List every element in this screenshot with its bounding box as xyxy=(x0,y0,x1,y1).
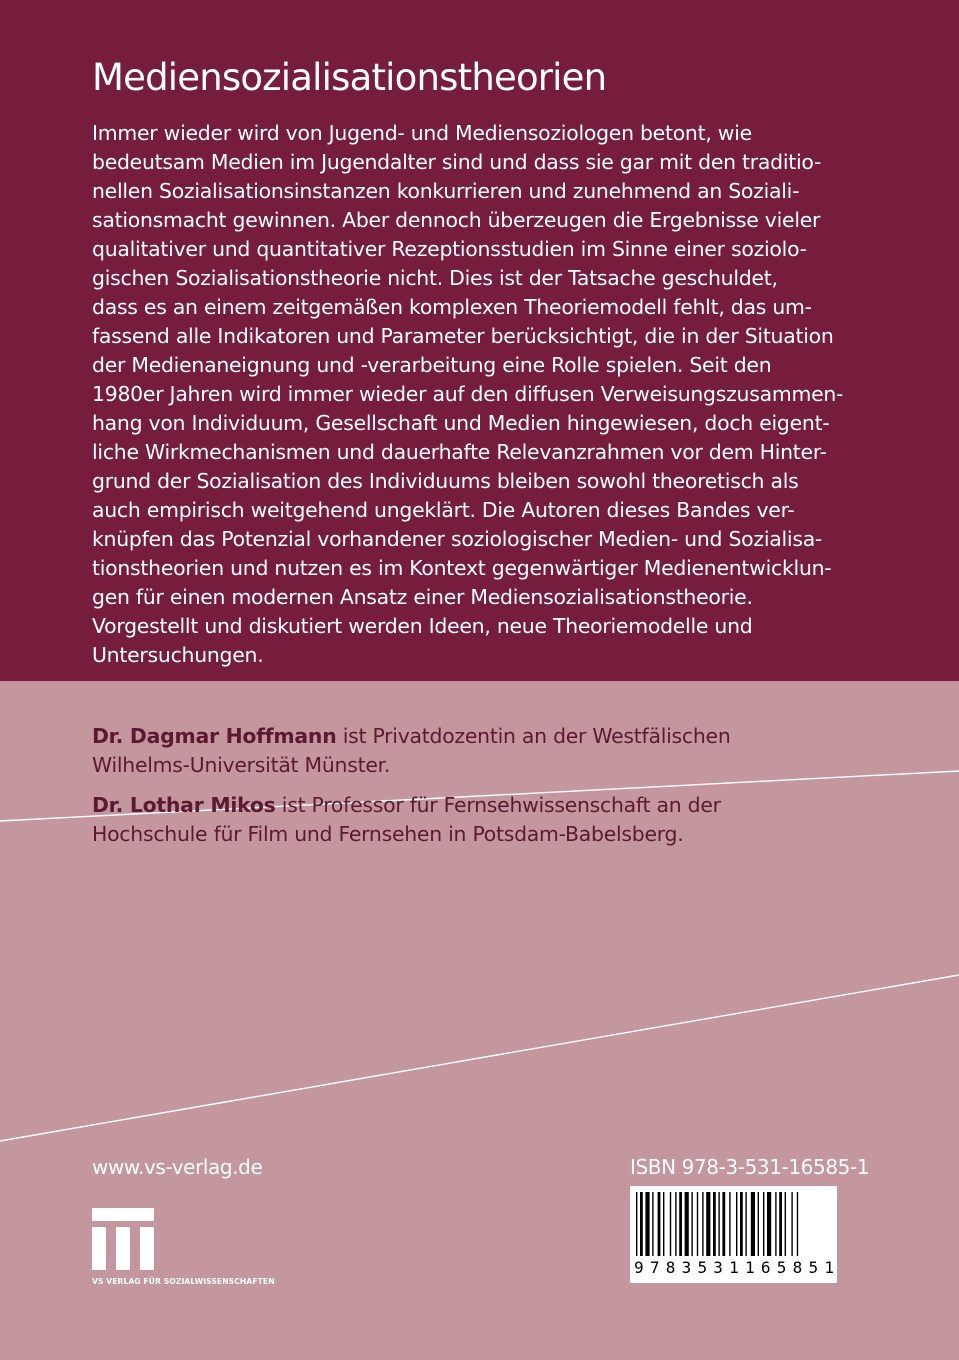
blurb-text xyxy=(92,119,922,670)
barcode-bar xyxy=(697,1192,698,1256)
publisher-logo-text: VS VERLAG FÜR SOZIALWISSENSCHAFTEN xyxy=(92,1277,275,1286)
barcode-bar xyxy=(718,1192,719,1256)
barcode-bar xyxy=(685,1192,689,1256)
blurb-line: Immer wieder wird von Jugend- und Mediensoziologen betont, wie xyxy=(92,121,752,145)
blurb-line: Vorgestellt und diskutiert werden Ideen, neue Theoriemodelle und xyxy=(92,614,753,638)
barcode-digit: 9 xyxy=(634,1258,644,1277)
isbn-barcode xyxy=(630,1186,837,1283)
barcode-bar xyxy=(663,1192,664,1256)
barcode-digit: 5 xyxy=(808,1258,819,1277)
blurb-line: der Medienaneignung und -verarbeitung eine Rolle spielen. Seit den xyxy=(92,353,772,377)
author-name: Dr. Lothar Mikos xyxy=(92,793,276,817)
barcode-digit: 6 xyxy=(760,1258,771,1277)
barcode-bar xyxy=(702,1192,703,1256)
barcode-bar xyxy=(775,1192,776,1256)
barcode-bar xyxy=(729,1192,730,1256)
barcode-digit: 3 xyxy=(713,1258,723,1277)
vs-verlag-logo-icon xyxy=(92,1208,154,1270)
barcode-bar xyxy=(636,1192,637,1256)
author-bio-mikos xyxy=(92,791,852,849)
barcode-bar xyxy=(645,1192,649,1256)
barcode-bar xyxy=(751,1192,755,1256)
blurb-line: qualitativer und quantitativer Rezeptionsstudien im Sinne einer soziolo- xyxy=(92,237,807,261)
blurb-line: gischen Sozialisationstheorie nicht. Dies ist der Tatsache geschuldet, xyxy=(92,266,778,290)
barcode-digit: 3 xyxy=(681,1258,692,1277)
barcode-bar xyxy=(706,1192,710,1256)
decorative-line xyxy=(0,975,959,1141)
barcode-bar xyxy=(658,1192,661,1256)
barcode-bars xyxy=(630,1186,837,1256)
barcode-bar xyxy=(670,1192,671,1256)
barcode-digit: 1 xyxy=(729,1258,739,1277)
barcode-bar xyxy=(675,1192,676,1256)
author-role: ist Privatdozentin an der Westfälischen xyxy=(336,724,731,748)
barcode-digit: 5 xyxy=(776,1258,787,1277)
blurb-line: nellen Sozialisationsinstanzen konkurrieren und zunehmend an Soziali- xyxy=(92,179,800,203)
barcode-bar xyxy=(745,1192,746,1256)
author-bio-line xyxy=(92,722,852,751)
barcode-bar xyxy=(736,1192,737,1256)
blurb-line: gen für einen modernen Ansatz einer Mediensozialisationstheorie. xyxy=(92,585,753,609)
author-bio-hoffmann xyxy=(92,722,852,780)
blurb-line: 1980er Jahren wird immer wieder auf den diffusen Verweisungszusammen- xyxy=(92,382,844,406)
blurb-line: sationsmacht gewinnen. Aber dennoch überzeugen die Ergebnisse vieler xyxy=(92,208,821,232)
barcode-digit: 8 xyxy=(792,1258,803,1277)
author-bio-line xyxy=(92,791,852,820)
barcode-bar xyxy=(797,1192,798,1256)
barcode-bar xyxy=(652,1192,653,1256)
barcode-bar xyxy=(740,1192,743,1256)
blurb-line: hang von Individuum, Gesellschaft und Medien hingewiesen, doch eigent- xyxy=(92,411,830,435)
blurb-line: fassend alle Indikatoren und Parameter berücksichtigt, die in der Situation xyxy=(92,324,834,348)
barcode-bar xyxy=(791,1192,792,1256)
barcode-digit: 8 xyxy=(665,1258,676,1277)
author-name: Dr. Dagmar Hoffmann xyxy=(92,724,337,748)
barcode-bar xyxy=(758,1192,759,1256)
barcode-bar xyxy=(679,1192,682,1256)
barcode-bar xyxy=(763,1192,764,1256)
author-affiliation: Wilhelms-Universität Münster. xyxy=(92,753,391,777)
barcode-digit: 1 xyxy=(745,1258,755,1277)
barcode-bar xyxy=(779,1192,782,1256)
blurb-line: bedeutsam Medien im Jugendalter sind und dass sie gar mit den traditio- xyxy=(92,150,822,174)
blurb-line: dass es an einem zeitgemäßen komplexen Theoriemodell fehlt, das um- xyxy=(92,295,812,319)
barcode-digit: 5 xyxy=(697,1258,708,1277)
author-role: ist Professor für Fernsehwissenschaft an der xyxy=(275,793,721,817)
blurb-line: Untersuchungen. xyxy=(92,643,264,667)
barcode-bar xyxy=(691,1192,692,1256)
barcode-bar xyxy=(640,1192,643,1256)
author-affiliation: Hochschule für Film und Fernsehen in Potsdam-Babelsberg. xyxy=(92,822,684,846)
barcode-digit: 1 xyxy=(824,1258,834,1277)
isbn-label: ISBN 978-3-531-16585-1 xyxy=(630,1155,870,1179)
blurb-line: auch empirisch weitgehend ungeklärt. Die Autoren dieses Bandes ver- xyxy=(92,498,795,522)
barcode-bar xyxy=(722,1192,725,1256)
blurb-line: knüpfen das Potenzial vorhandener soziologischer Medien- und Sozialisa- xyxy=(92,527,823,551)
blurb-line: grund der Sozialisation des Individuums bleiben sowohl theoretisch als xyxy=(92,469,799,493)
blurb-line: tionstheorien und nutzen es im Kontext gegenwärtiger Medienentwicklun- xyxy=(92,556,832,580)
book-title: Mediensozialisationstheorien xyxy=(92,56,607,99)
barcode-bar xyxy=(767,1192,771,1256)
barcode-bar xyxy=(713,1192,716,1256)
publisher-url[interactable]: www.vs-verlag.de xyxy=(92,1155,263,1179)
blurb-line: liche Wirkmechanismen und dauerhafte Relevanzrahmen vor dem Hinter- xyxy=(92,440,827,464)
barcode-digits xyxy=(634,1258,834,1277)
barcode-bar xyxy=(785,1192,786,1256)
barcode-digit: 7 xyxy=(649,1258,660,1277)
